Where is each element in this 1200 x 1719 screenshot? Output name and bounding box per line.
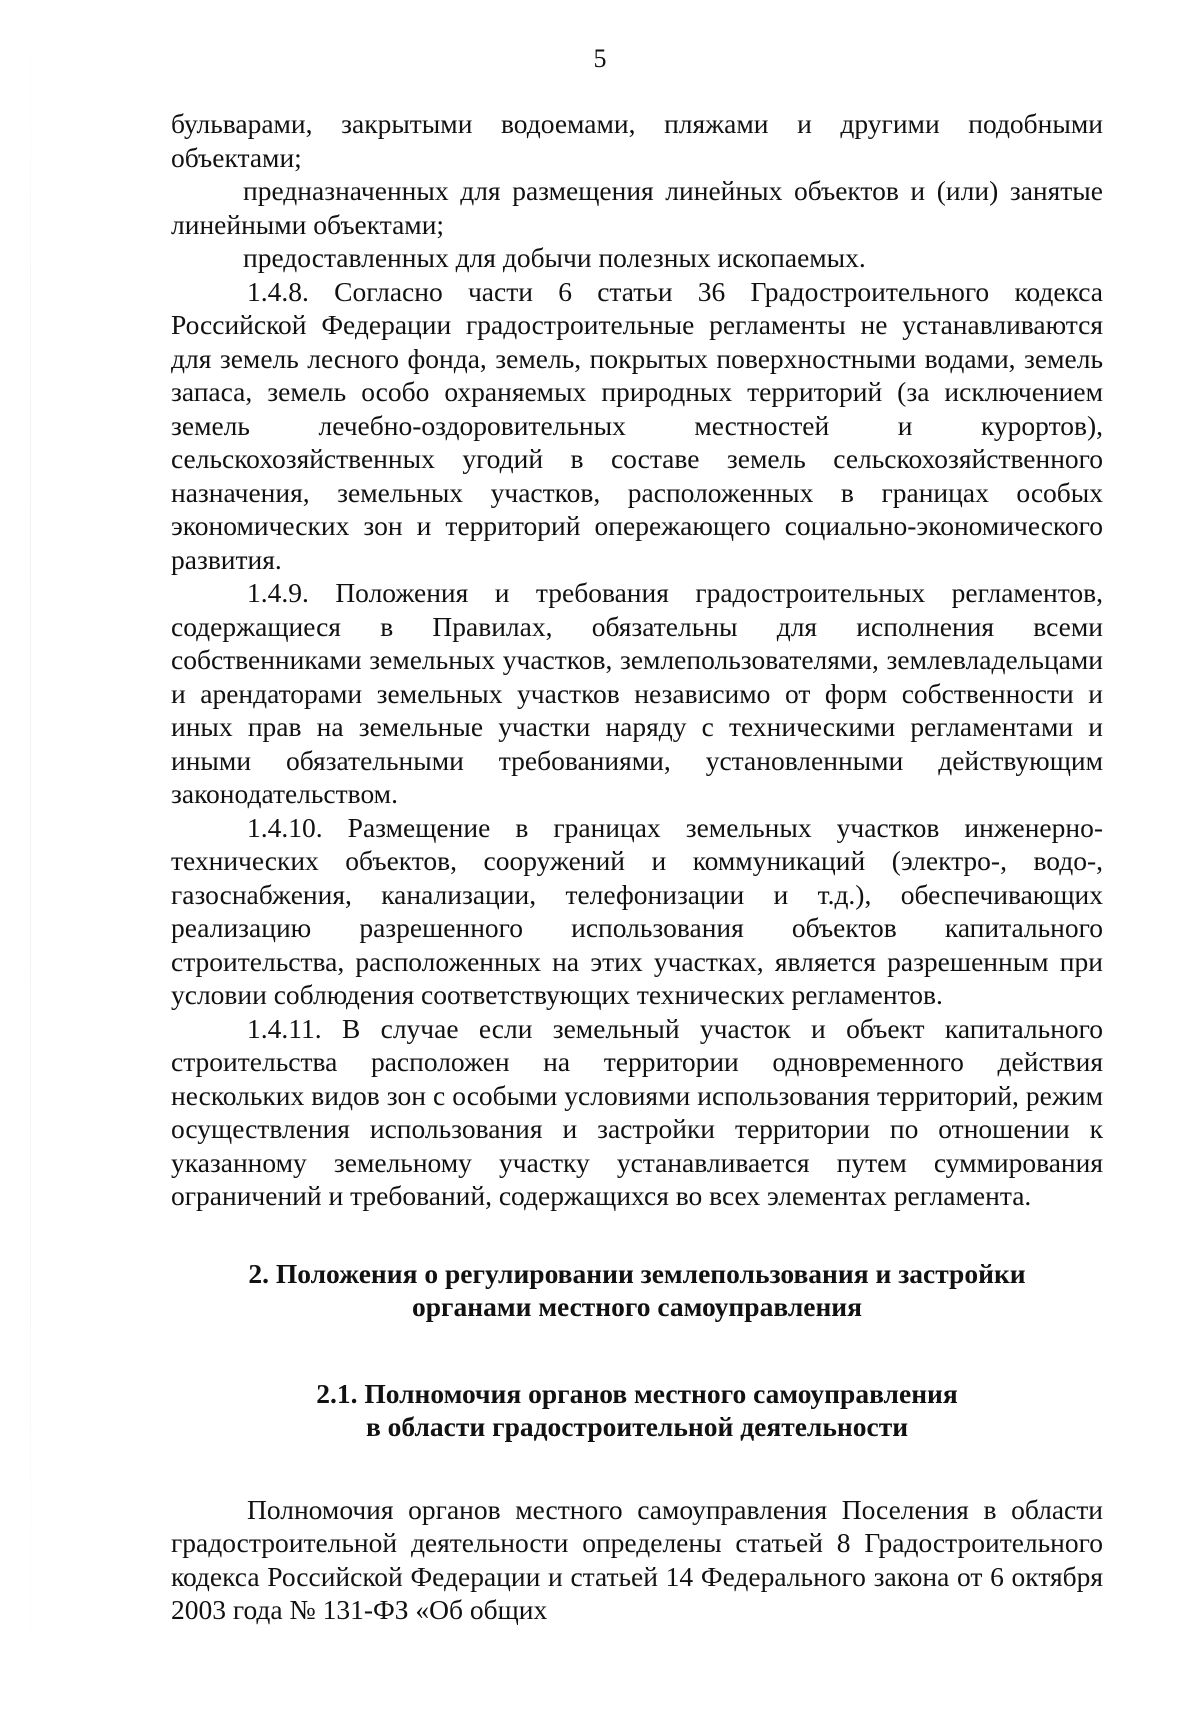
section-2-heading-line-1: 2. Положения о регулировании землепользования и застройки xyxy=(248,1257,1026,1289)
document-body xyxy=(171,107,1103,1627)
paragraph-mineral-extraction: предоставленных для добычи полезных ископаемых. xyxy=(243,242,866,273)
section-2-1-heading xyxy=(171,1377,1103,1444)
paragraph-1-4-9: 1.4.9. Положения и требования градостроительных регламентов, содержащиеся в Правилах, обязательны для исполнения всеми собственниками земельных участков, землепользователями, землевладельцами и арендаторами земельных участков независимо от форм собственности и иных прав на земельные участки наряду с техническими регламентами и иными обязательными требованиями, установленными действующим законодательством. xyxy=(171,577,1103,809)
scan-edge-shadow xyxy=(30,0,31,1719)
paragraph-linear-objects: предназначенных для размещения линейных объектов и (или) занятые линейными объектами; xyxy=(171,175,1103,240)
section-2-heading xyxy=(171,1257,1103,1324)
section-2-1-heading-line-1: 2.1. Полномочия органов местного самоуправления xyxy=(316,1377,958,1409)
page-number: 5 xyxy=(593,44,607,73)
paragraph-section-2-1: Полномочия органов местного самоуправления Поселения в области градостроительной деятельности определены статьей 8 Градостроительного кодекса Российской Федерации и статьей 14 Федерального закона от 6 октября 2003 года № 131-ФЗ «Об общих xyxy=(171,1493,1103,1625)
paragraph-continuation: бульварами, закрытыми водоемами, пляжами и другими подобными объектами; xyxy=(171,108,1103,173)
paragraph-1-4-10: 1.4.10. Размещение в границах земельных участков инженерно-технических объектов, сооружений и коммуникаций (электро-, водо-, газоснабжения, канализации, телефонизации и т.д.), обеспечивающих реализацию разрешенного использования объектов капитального строительства, расположенных на этих участках, является разрешенным при условии соблюдения соответствующих технических регламентов. xyxy=(171,811,1103,1010)
section-2-1-heading-line-2: в области градостроительной деятельности xyxy=(365,1411,909,1442)
paragraph-1-4-11: 1.4.11. В случае если земельный участок и объект капитального строительства расположен на территории одновременного действия нескольких видов зон с особыми условиями использования территорий, режим осуществления использования и застройки территории по отношении к указанному земельному участку устанавливается путем суммирования ограничений и требований, содержащихся во всех элементах регламента. xyxy=(171,1012,1103,1211)
section-2-heading-line-2: органами местного самоуправления xyxy=(411,1291,863,1322)
paragraph-1-4-8: 1.4.8. Согласно части 6 статьи 36 Градостроительного кодекса Российской Федерации градостроительные регламенты не устанавливаются для земель лесного фонда, земель, покрытых поверхностными водами, земель запаса, земель особо охраняемых природных территорий (за исключением земель лечебно-оздоровительных местностей и курортов), сельскохозяйственных угодий в составе земель сельскохозяйственного назначения, земельных участков, расположенных в границах особых экономических зон и территорий опережающего социально-экономического развития. xyxy=(171,275,1103,575)
